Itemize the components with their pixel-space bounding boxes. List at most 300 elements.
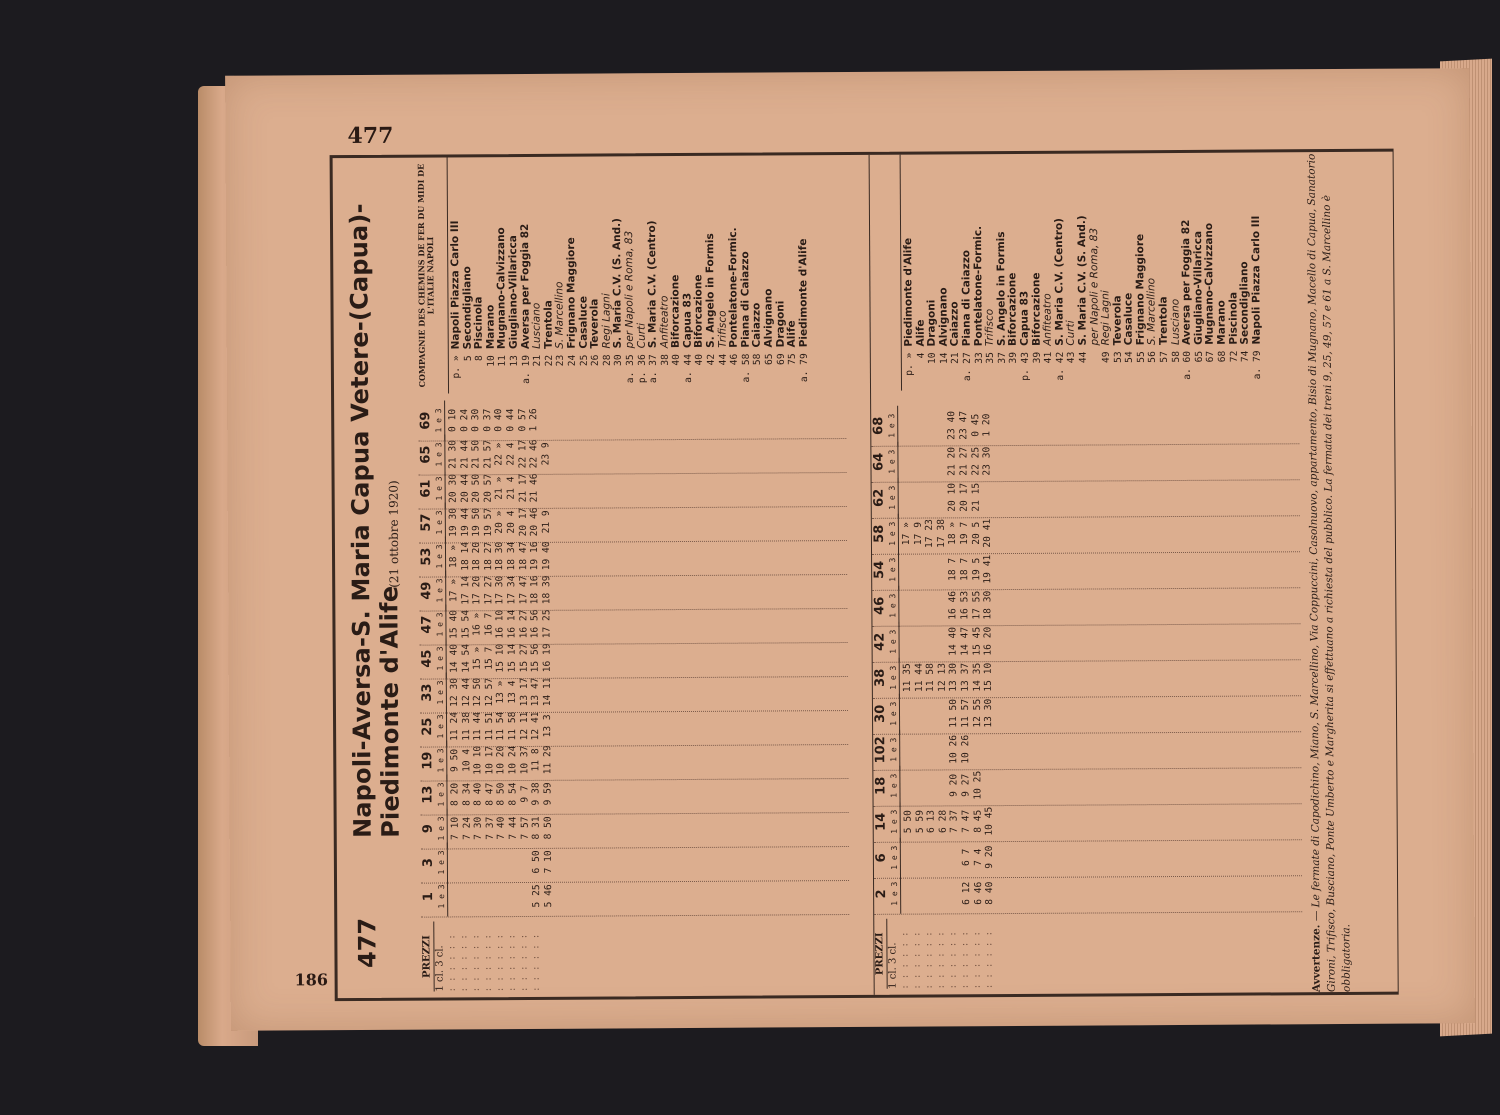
station-name: Piscinola xyxy=(472,296,485,350)
departure-time: 9 50 xyxy=(449,748,461,773)
departure-time: 16 27 xyxy=(517,609,530,639)
station-name: Dragoni xyxy=(774,300,787,348)
departure-time: 14 40 xyxy=(947,626,960,656)
train-number: 102 xyxy=(873,736,889,764)
train-number: 18 xyxy=(873,776,889,795)
train-number: 68 xyxy=(871,416,887,435)
departure-time: 17 9 xyxy=(912,522,924,546)
departure-time: 0 37 xyxy=(481,408,494,432)
departure-time xyxy=(915,874,927,914)
station-name: S. Marcellino xyxy=(1145,277,1159,346)
departure-time: 7 4 xyxy=(972,848,984,866)
departure-time xyxy=(912,406,924,446)
down-station-list xyxy=(450,155,811,393)
departure-time xyxy=(540,400,552,440)
prices-header: PREZZI xyxy=(421,922,434,992)
departure-time xyxy=(983,729,995,769)
departure-time: 21 » xyxy=(493,476,506,500)
departure-time xyxy=(949,873,961,913)
class-label: 1 e 3 xyxy=(436,672,447,712)
departure-time: 19 30 xyxy=(447,507,459,537)
departure-time xyxy=(902,730,914,770)
station-name: Curti xyxy=(635,322,648,349)
departure-time: 15 » xyxy=(471,646,483,670)
station-km: p. 43 xyxy=(1019,351,1031,381)
departure-time: 8 34 xyxy=(461,782,473,806)
class-label: 1 e 3 xyxy=(890,802,901,842)
price-class-1: 1 cl. xyxy=(434,969,446,992)
departure-time: 15 54 xyxy=(459,609,472,639)
departure-time: 11 50 xyxy=(948,698,960,728)
station-name: Trifisco xyxy=(983,308,996,347)
departure-time xyxy=(937,693,949,733)
departure-time: 21 30 xyxy=(447,439,459,469)
price-class-3: 3 cl. xyxy=(434,945,446,967)
departure-time: 1 20 xyxy=(981,413,993,437)
class-label: 1 e 3 xyxy=(889,730,900,770)
departure-time: 13 30 xyxy=(948,662,960,692)
departure-time: 6 46 xyxy=(972,881,984,905)
train-number: 14 xyxy=(873,812,889,831)
departure-time: 15 56 xyxy=(529,643,541,673)
departure-time: 14 40 xyxy=(448,643,460,673)
station-km: 39 xyxy=(1031,351,1043,364)
prices-classes-up xyxy=(887,919,899,989)
departure-time xyxy=(912,478,924,518)
departure-time: 22 46 xyxy=(528,439,540,469)
departure-time: 9 27 xyxy=(960,773,972,797)
departure-time xyxy=(972,729,984,769)
departure-time: 10 20 xyxy=(495,745,507,775)
departure-time: 0 45 xyxy=(969,413,981,437)
train-number: 47 xyxy=(419,615,435,634)
up-train-column xyxy=(871,403,1299,447)
train-number: 69 xyxy=(418,411,434,430)
departure-time: 15 7 xyxy=(483,646,495,670)
up-stations-header xyxy=(870,155,902,391)
departure-time xyxy=(913,694,925,734)
departure-time: 23 40 xyxy=(946,410,958,440)
departure-time: 0 30 xyxy=(470,408,482,432)
departure-time: 22 25 xyxy=(969,446,982,476)
class-label: 1 e 3 xyxy=(436,740,447,780)
class-label: 1 e 3 xyxy=(437,842,448,882)
station-name: Secondigliano xyxy=(1238,261,1251,345)
departure-time: 21 9 xyxy=(540,510,552,534)
departure-time xyxy=(949,837,961,877)
class-label: 1 e 3 xyxy=(887,406,898,446)
station-km: 24 xyxy=(566,354,578,367)
departure-time: 18 14 xyxy=(459,541,471,571)
station-km: 56 xyxy=(1147,351,1159,363)
departure-time: 20 30 xyxy=(447,473,459,503)
train-number: 1 xyxy=(421,892,437,902)
station-name: Giugliano-Villaricca xyxy=(507,235,520,350)
class-label: 1 e 3 xyxy=(434,400,445,440)
class-label: 1 e 3 xyxy=(434,468,445,508)
departure-time: 13 4 xyxy=(506,680,518,704)
station-name: Casaluce xyxy=(1122,292,1136,346)
station-name: Biforcazione xyxy=(1029,272,1043,346)
prices-header-up: PREZZI xyxy=(874,919,887,989)
station-name: Alife xyxy=(914,319,927,347)
notice-footnote xyxy=(1305,152,1355,992)
station-km: 14 xyxy=(938,352,950,365)
station-km: 37 xyxy=(996,352,1008,364)
station-name: per Napoli e Roma, 83 xyxy=(1087,227,1101,346)
station-name: Napoli Piazza Carlo III xyxy=(1249,215,1263,345)
departure-time xyxy=(925,729,937,769)
departure-time: 8 40 xyxy=(984,881,996,905)
down-direction-section xyxy=(417,155,852,998)
station-name: Regi Lagni xyxy=(1099,290,1112,346)
departure-time: 0 44 xyxy=(505,408,517,432)
class-label: 1 e 3 xyxy=(889,766,900,806)
station-km: 57 xyxy=(1158,351,1170,363)
departure-time xyxy=(982,477,994,517)
departure-time: 22 17 xyxy=(516,439,529,469)
station-km: 65 xyxy=(763,353,775,366)
station-name: Trentola xyxy=(542,300,555,349)
class-label: 1 e 3 xyxy=(435,604,446,644)
train-number: 30 xyxy=(872,704,889,723)
station-km: 44 xyxy=(1077,351,1089,364)
station-km: 72 xyxy=(1228,350,1240,363)
departure-time: 12 11 xyxy=(518,711,530,741)
page-number-top: 477 xyxy=(347,122,394,150)
departure-time: 10 17 xyxy=(483,745,496,775)
station-name: Aversa per Foggia 82 xyxy=(1180,219,1194,345)
departure-time: 0 24 xyxy=(458,408,470,432)
train-number: 62 xyxy=(871,488,887,507)
departure-time: 14 47 xyxy=(959,626,971,656)
station-km: 40 xyxy=(694,353,706,366)
station-name: Lusciano xyxy=(1169,298,1182,346)
station-km: a. 27 xyxy=(961,352,973,382)
class-label: 1 e 3 xyxy=(890,838,901,878)
departure-time: 16 56 xyxy=(529,609,541,639)
departure-time: 18 30 xyxy=(982,590,994,620)
departure-time xyxy=(923,405,935,445)
price-class-3-up: 3 cl. xyxy=(887,942,899,965)
train-number: 38 xyxy=(872,668,888,687)
departure-time: 18 » xyxy=(447,544,460,569)
timetable-page xyxy=(225,68,1475,1031)
station-km: a. 35 xyxy=(624,354,636,384)
notice-text: — Le fermate di Capodichino, Miano, S. Marcellino, Via Coppuccini, Casolnuovo, appartamento, Bisio di Mugnano, Macello di Capua, Sanatorio Gironi, Trifisco, Busciano, Ponte Umberto e Margherita si effettuano a richiesta del pubblico. La fermata dei treni 9, 25, 49, 57 e 61 a S. Marcellino è obbligatoria. xyxy=(1305,153,1353,993)
departure-time: 13 30 xyxy=(983,698,995,728)
station-km: 25 xyxy=(578,354,590,367)
class-label: 1 e 3 xyxy=(889,658,900,698)
departure-time: 14 54 xyxy=(460,643,472,673)
departure-time: 7 47 xyxy=(960,809,972,833)
departure-time: 10 10 xyxy=(472,745,484,775)
station-name: Curti xyxy=(1064,320,1078,346)
station-km: 44 xyxy=(717,353,729,366)
departure-time: 19 44 xyxy=(459,507,471,537)
station-name: Frignano Maggiore xyxy=(1133,233,1147,346)
departure-time: 17 27 xyxy=(482,575,495,605)
train-number: 19 xyxy=(420,751,436,770)
departure-time: 21 17 xyxy=(517,473,529,503)
station-name: Piedimonte d'Alife xyxy=(902,237,915,347)
departure-time: 8 40 xyxy=(472,782,484,806)
departure-time: 17 47 xyxy=(517,575,529,605)
departure-time xyxy=(913,550,925,590)
station-km: p. 36 xyxy=(636,354,648,384)
departure-time xyxy=(938,837,950,877)
departure-time xyxy=(913,586,925,626)
departure-time: 8 50 xyxy=(495,782,507,806)
departure-time xyxy=(926,837,938,877)
up-stations-column xyxy=(870,152,1264,390)
station-name: S. Maria C.V. (S. And.) xyxy=(1075,215,1089,346)
station-name: Dragoni xyxy=(925,299,938,347)
station-name: Capua 83 xyxy=(1018,290,1031,346)
departure-time xyxy=(926,873,938,913)
departure-time xyxy=(903,874,915,914)
departure-time: 11 38 xyxy=(460,711,472,741)
departure-time: 18 39 xyxy=(540,575,553,605)
station-km: 46 xyxy=(729,353,741,366)
station-name: S. Maria C.V. (S. And.) xyxy=(611,218,625,349)
departure-time: 21 27 xyxy=(958,446,970,476)
train-number: 2 xyxy=(874,889,890,899)
departure-time: 10 45 xyxy=(983,806,995,836)
departure-time xyxy=(925,621,937,661)
departure-time: 18 7 xyxy=(947,557,959,581)
station-name: Giugliano-Villaricca xyxy=(1191,230,1205,345)
departure-time: 8 47 xyxy=(484,782,496,806)
station-km: 68 xyxy=(1216,350,1228,363)
departure-time: 7 37 xyxy=(948,809,961,833)
price-class-1-up: 1 cl. xyxy=(887,967,899,989)
departure-time: 10 24 xyxy=(507,745,519,775)
departure-time: 22 » xyxy=(493,442,505,466)
departure-time: 11 51 xyxy=(483,711,495,741)
departure-time: 13 » xyxy=(495,680,507,704)
class-label: 1 e 3 xyxy=(436,774,447,814)
departure-time xyxy=(914,766,926,806)
departure-time: 5 46 xyxy=(542,884,554,908)
departure-time: 23 30 xyxy=(981,446,993,476)
train-number: 3 xyxy=(420,858,436,868)
departure-time: 11 35 xyxy=(901,663,913,693)
station-km: 28 xyxy=(601,354,613,367)
departure-time: 11 44 xyxy=(913,663,925,693)
departure-time: 18 34 xyxy=(505,541,518,571)
station-km: p. » xyxy=(450,355,462,379)
departure-time: 20 4 xyxy=(505,510,517,534)
table-number: 477 xyxy=(353,917,382,969)
station-name: Mugnano-Calvizzano xyxy=(1203,222,1217,345)
departure-time: 18 30 xyxy=(494,541,506,571)
train-number: 25 xyxy=(420,717,436,736)
departure-time: 16 10 xyxy=(494,609,506,639)
rotated-timetable xyxy=(333,152,1398,998)
departure-time: 15 14 xyxy=(506,643,518,673)
departure-time: 15 27 xyxy=(518,643,530,673)
departure-time: 0 10 xyxy=(447,408,459,433)
departure-time: 6 50 xyxy=(530,850,543,874)
station-km: p. » xyxy=(903,352,915,376)
class-label: 1 e 3 xyxy=(888,586,899,626)
station-km: 69 xyxy=(775,353,787,366)
up-station-list xyxy=(903,152,1264,390)
departure-time xyxy=(903,838,915,878)
train-number: 61 xyxy=(418,479,434,498)
departure-time: 11 44 xyxy=(472,711,484,741)
departure-time: 20 » xyxy=(494,510,506,534)
departure-time: 11 58 xyxy=(506,711,519,741)
departure-time: 11 54 xyxy=(495,711,507,741)
station-name: Piscinola xyxy=(1227,291,1240,345)
departure-time: 7 30 xyxy=(472,816,484,840)
train-number: 57 xyxy=(418,513,434,532)
departure-time xyxy=(924,441,936,481)
departure-time: 17 23 xyxy=(924,519,936,548)
departure-time xyxy=(914,730,926,770)
departure-time: 9 59 xyxy=(542,782,554,806)
class-label: 1 e 3 xyxy=(436,706,447,746)
departure-time: 16 14 xyxy=(506,609,518,639)
departure-time: 18 16 xyxy=(529,575,541,605)
departure-time: 17 » xyxy=(900,522,912,546)
station-km: 65 xyxy=(1193,350,1205,363)
table-subtitle: (21 ottobre 1920) xyxy=(386,480,402,588)
departure-time: 16 7 xyxy=(483,612,495,636)
station-name: Casaluce xyxy=(576,296,590,349)
departure-time xyxy=(937,765,949,805)
departure-time: 10 26 xyxy=(960,734,972,764)
station-km: 21 xyxy=(950,352,962,364)
station-name: Pontelatone-Formic. xyxy=(971,225,985,347)
departure-time: 18 7 xyxy=(959,557,971,581)
station-name: Teverola xyxy=(588,298,601,349)
departure-time xyxy=(936,621,948,661)
departure-time: 16 53 xyxy=(959,590,971,620)
station-name: Aversa per Foggia 82 xyxy=(518,223,532,350)
departure-time: 18 20 xyxy=(471,541,483,571)
departure-time xyxy=(901,550,913,590)
departure-time: 15 10 xyxy=(494,643,507,673)
departure-time: 6 13 xyxy=(925,809,937,834)
departure-time: 21 50 xyxy=(470,439,482,469)
station-km: a. 37 xyxy=(647,354,660,384)
departure-time: 19 50 xyxy=(470,507,483,537)
train-number: 9 xyxy=(420,824,436,834)
departure-time: 16 20 xyxy=(982,626,994,656)
class-label: 1 e 3 xyxy=(437,808,448,848)
station-name: Biforcazione xyxy=(692,274,706,348)
departure-time: 5 50 xyxy=(902,810,914,834)
station-km: a. 60 xyxy=(1182,350,1194,380)
departure-time: 5 25 xyxy=(531,884,543,908)
departure-time: 7 24 xyxy=(461,816,473,840)
departure-time: 17 34 xyxy=(506,575,518,605)
station-name: Pontelatone-Formic. xyxy=(727,227,741,348)
departure-time: 21 57 xyxy=(482,439,494,469)
station-name: Caiazzo xyxy=(948,301,962,347)
station-name: Capua 83 xyxy=(681,292,694,349)
station-km: 10 xyxy=(485,355,497,367)
departure-time xyxy=(914,838,926,878)
station-name: S. Maria C.V. (Centro) xyxy=(646,220,659,349)
station-name: per Napoli e Roma, 83 xyxy=(622,230,636,349)
station-name: Marano xyxy=(484,304,497,350)
departure-time: 18 » xyxy=(947,521,959,545)
departure-time: 7 57 xyxy=(519,816,531,840)
station-name: Frignano Maggiore xyxy=(565,237,578,349)
station-km: 4 xyxy=(915,352,927,359)
departure-time: 17 25 xyxy=(541,609,553,639)
station-km: 8 xyxy=(473,355,486,362)
station-km: 22 xyxy=(543,354,555,367)
departure-time: 7 40 xyxy=(496,816,508,840)
class-label: 1 e 3 xyxy=(435,502,446,542)
station-name: Regi Lagni xyxy=(600,293,613,349)
up-direction-section xyxy=(869,152,1305,995)
station-km: 67 xyxy=(1205,350,1217,363)
station-row xyxy=(797,155,810,391)
departure-time: 17 55 xyxy=(970,590,982,620)
departure-time: 20 46 xyxy=(528,507,541,537)
station-km: 43 xyxy=(1066,351,1078,364)
station-km: 58 xyxy=(1170,350,1182,363)
class-label: 1 e 3 xyxy=(888,622,899,662)
train-number: 6 xyxy=(873,853,889,863)
departure-time: 12 30 xyxy=(448,677,460,707)
station-name: Teverola xyxy=(1111,295,1124,346)
station-name: Biforcazione xyxy=(669,274,683,349)
departure-time: 14 11 xyxy=(541,677,553,707)
departure-time xyxy=(924,477,936,517)
train-number: 58 xyxy=(871,524,887,543)
station-km: 23 xyxy=(555,354,567,367)
class-label: 1 e 3 xyxy=(890,874,901,914)
departure-time: 20 44 xyxy=(459,473,471,503)
notice-label: Avvertenze. xyxy=(1310,924,1323,993)
departure-time: 13 17 xyxy=(518,677,530,707)
departure-time: 21 15 xyxy=(970,482,982,512)
departure-time: 15 40 xyxy=(448,609,460,639)
station-km: a. 19 xyxy=(520,354,532,384)
station-km: a. 42 xyxy=(1054,351,1066,381)
down-stations-column xyxy=(417,155,811,393)
station-name: Alvignano xyxy=(937,287,950,347)
station-km: 5 xyxy=(462,355,474,362)
class-label: 1 e 3 xyxy=(436,638,447,678)
price-dots: : : : : : : : : : : : : : : : : : : : : : : : : : : : : : : : : : : : : : : : : : : : : : : : : xyxy=(446,932,542,992)
station-km: 39 xyxy=(1008,351,1020,364)
departure-time: 5 59 xyxy=(914,809,926,834)
departure-time: 16 19 xyxy=(541,643,553,673)
station-km: a. 79 xyxy=(798,353,810,383)
departure-time: 12 57 xyxy=(483,677,495,707)
departure-time: 17 14 xyxy=(459,575,471,605)
departure-time: 20 10 xyxy=(946,482,959,512)
page-number-bottom: 186 xyxy=(294,970,329,990)
departure-time: 0 40 xyxy=(493,408,505,432)
station-km: 55 xyxy=(1135,351,1147,363)
down-train-column xyxy=(418,398,846,442)
departure-time: 16 46 xyxy=(947,590,959,620)
prices-classes xyxy=(434,921,446,991)
departure-time: 9 7 xyxy=(518,785,531,803)
departure-time: 7 10 xyxy=(542,850,554,874)
departure-time: 12 13 xyxy=(936,662,948,692)
departure-time: 19 41 xyxy=(982,554,994,584)
